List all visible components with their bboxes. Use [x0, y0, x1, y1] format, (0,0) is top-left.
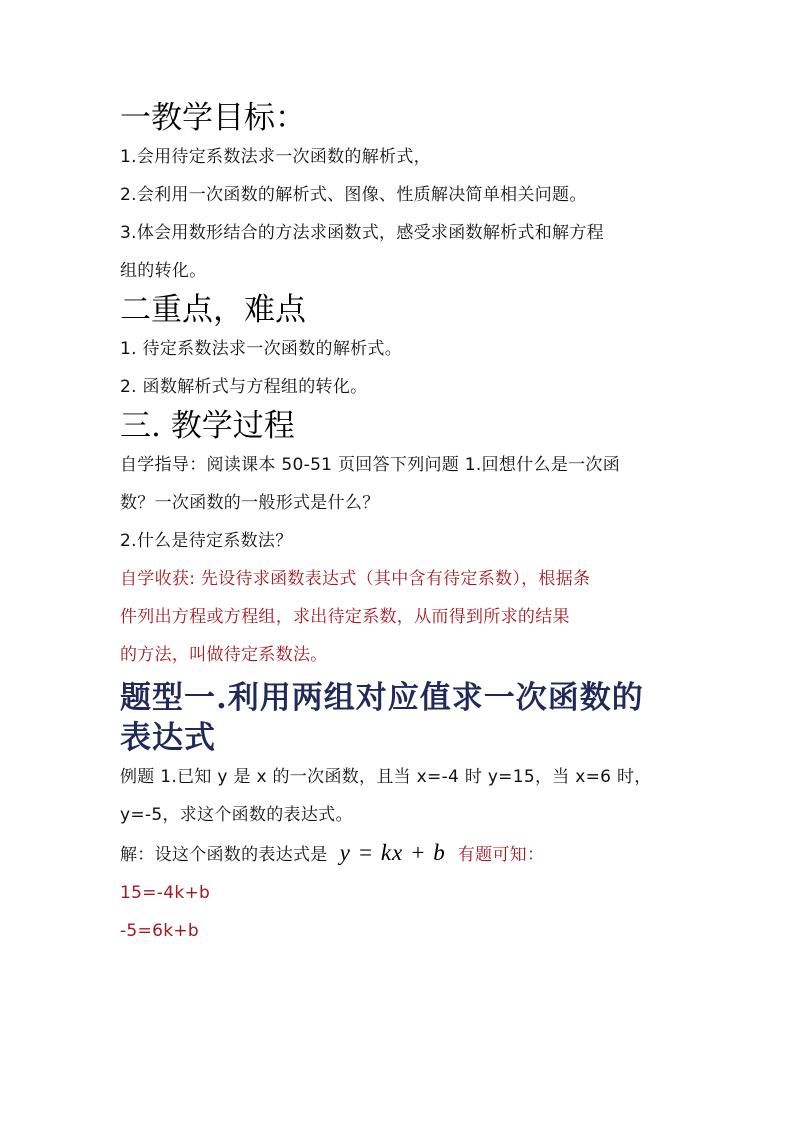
self-study-line: 自学指导：阅读课本 50-51 页回答下列问题 1.回想什么是一次函 — [120, 455, 621, 475]
gain-line: 的方法，叫做待定系数法。 — [120, 645, 328, 665]
gain-line: 件列出方程或方程组，求出待定系数，从而得到所求的结果 — [120, 607, 570, 627]
solution-suffix: 有题可知： — [457, 845, 545, 865]
goals-heading: 一教学目标： — [120, 100, 306, 136]
type1-heading-cont: 表达式 — [120, 720, 216, 756]
example-line: 例题 1.已知 y 是 x 的一次函数，且当 x=-4 时 y=15，当 x=6 时， — [120, 767, 652, 787]
keypoint-line: 2. 函数解析式与方程组的转化。 — [120, 377, 368, 397]
self-study-line: 2.什么是待定系数法？ — [120, 531, 293, 551]
solution-line — [120, 834, 680, 874]
gain-line: 自学收获: 先设待求函数表达式（其中含有待定系数），根据条 — [120, 569, 591, 589]
process-heading: 三. 教学过程 — [120, 408, 295, 444]
goal-line: 1.会用待定系数法求一次函数的解析式， — [120, 147, 431, 167]
solution-formula: y = kx + b — [339, 840, 446, 865]
document-page — [120, 98, 680, 950]
goal-line: 3.体会用数形结合的方法求函数式，感受求函数解析式和解方程 — [120, 223, 604, 243]
type1-heading: 题型一.利用两组对应值求一次函数的 — [120, 680, 644, 716]
goal-line: 组的转化。 — [120, 261, 207, 281]
keypoints-heading: 二重点，难点 — [120, 292, 306, 328]
goal-line: 2.会利用一次函数的解析式、图像、性质解决简单相关问题。 — [120, 185, 587, 205]
example-line: y=-5，求这个函数的表达式。 — [120, 805, 353, 825]
self-study-line: 数？一次函数的一般形式是什么？ — [120, 493, 380, 513]
solution-prefix: 解：设这个函数的表达式是 — [120, 845, 328, 865]
keypoint-line: 1. 待定系数法求一次函数的解析式。 — [120, 339, 403, 359]
equation-line: -5=6k+b — [120, 921, 199, 941]
equation-line: 15=-4k+b — [120, 883, 211, 903]
